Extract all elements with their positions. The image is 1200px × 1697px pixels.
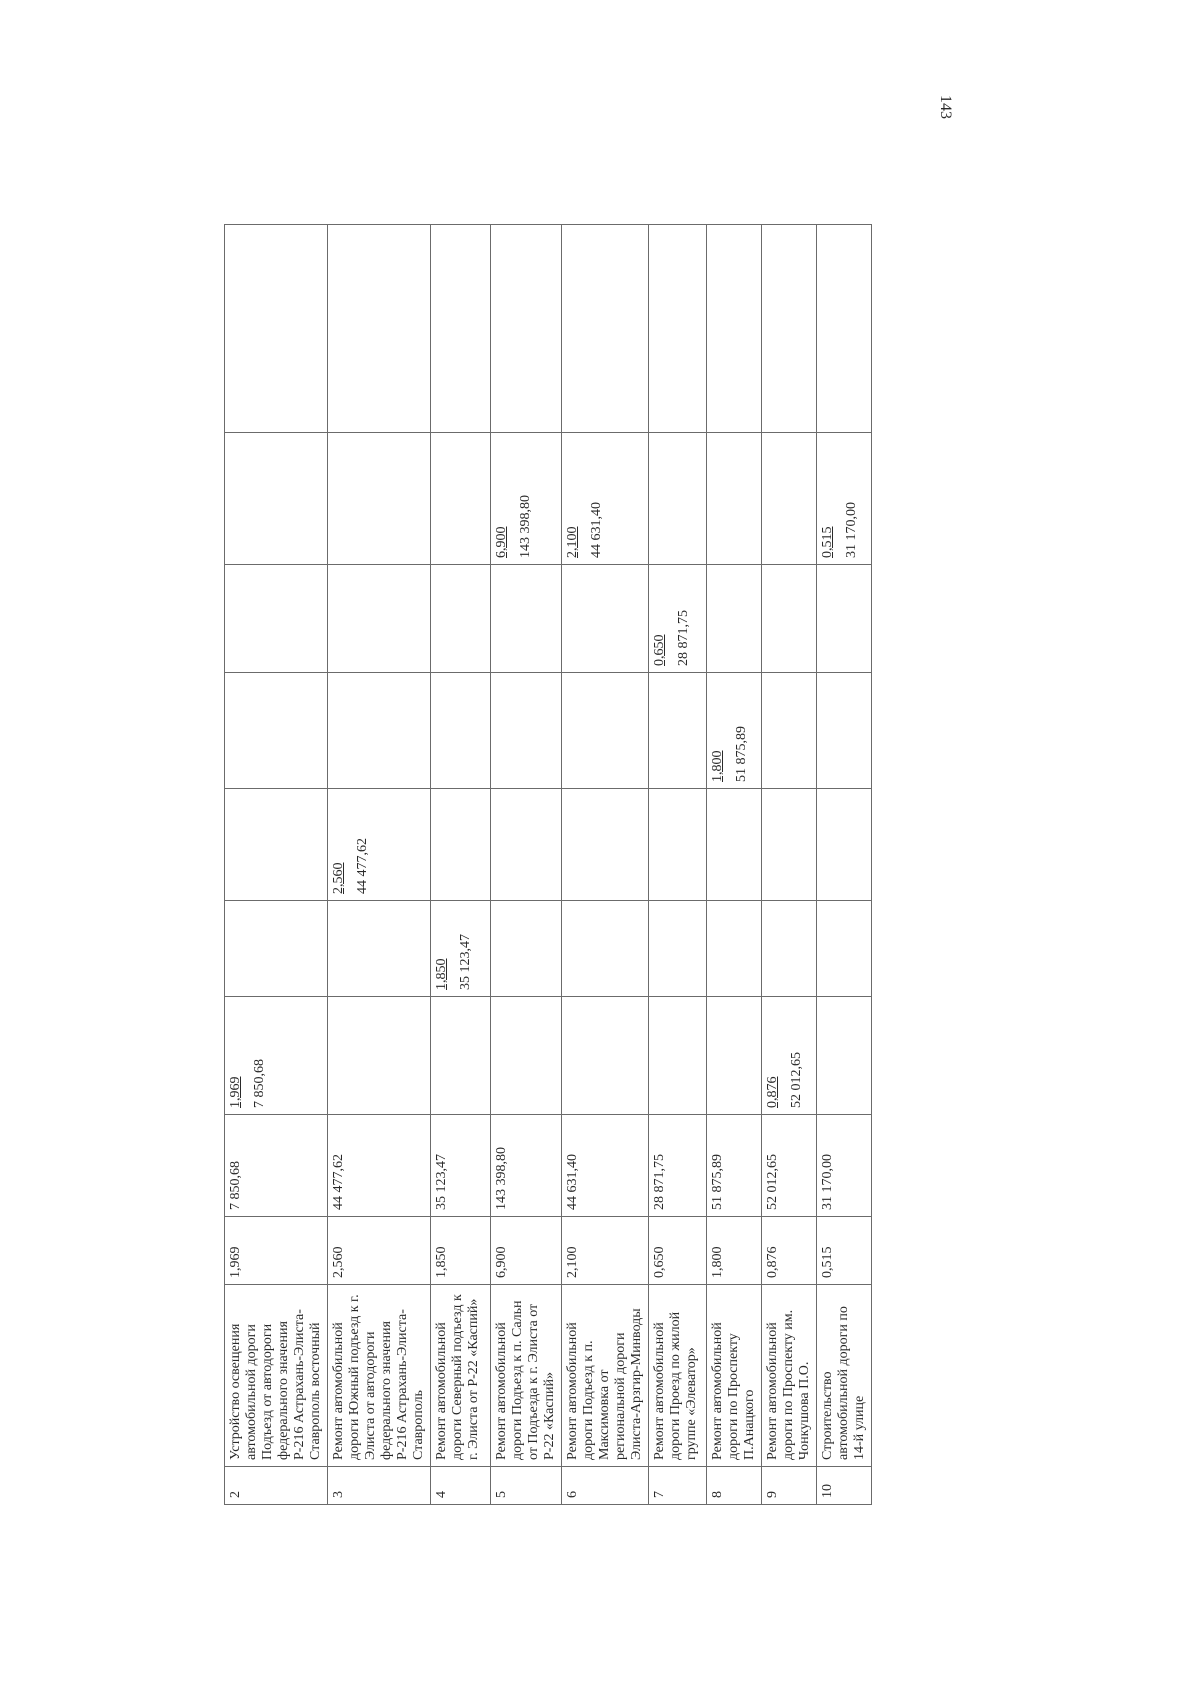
page-number: 143 [937, 95, 954, 119]
year-cell [328, 433, 431, 565]
row-number: 9 [762, 1467, 817, 1505]
total-cost: 7 850,68 [225, 1115, 328, 1217]
total-cost: 44 477,62 [328, 1115, 431, 1217]
table-row [649, 225, 707, 1505]
year-cell [491, 789, 562, 901]
work-name: Ремонт автомобильной дороги по Проспекту П.Анацкого [707, 1285, 762, 1467]
year-cell [562, 433, 649, 565]
year-cell [762, 433, 817, 565]
work-name: Ремонт автомобильной дороги по Проспекту им. Чонкушова П.О. [762, 1285, 817, 1467]
year-length: 1,850 [434, 958, 449, 990]
table-row [328, 225, 431, 1505]
total-cost: 143 398,80 [491, 1115, 562, 1217]
year-cell [328, 789, 431, 901]
year-cell [491, 901, 562, 997]
year-length: 0,876 [765, 1076, 780, 1108]
year-cell [649, 673, 707, 789]
year-cell [707, 997, 762, 1115]
year-length: 1,969 [228, 1076, 243, 1108]
year-cell [817, 789, 872, 901]
total-cost: 35 123,47 [431, 1115, 491, 1217]
year-cell [817, 901, 872, 997]
row-number: 3 [328, 1467, 431, 1505]
year-length: 6,900 [494, 526, 509, 558]
year-cell-last [707, 225, 762, 433]
total-cost: 52 012,65 [762, 1115, 817, 1217]
work-name: Ремонт автомобильной дороги Проезд по жилой группе «Элеватор» [649, 1285, 707, 1467]
work-name: Ремонт автомобильной дороги Южный подъезд к г. Элиста от автодороги федерального значения Р-216 Астрахань-Элиста-Ставрополь [328, 1285, 431, 1467]
year-cell [707, 565, 762, 673]
year-cell [562, 901, 649, 997]
year-cell-last [431, 225, 491, 433]
table-row [817, 225, 872, 1505]
year-length: 0,515 [820, 526, 835, 558]
year-cell [707, 673, 762, 789]
year-cell-last [328, 225, 431, 433]
year-cell [562, 565, 649, 673]
year-cell [491, 565, 562, 673]
table-row [431, 225, 491, 1505]
year-cell [431, 565, 491, 673]
year-cost: 7 850,68 [252, 1059, 267, 1108]
year-cell [328, 997, 431, 1115]
year-cell [491, 997, 562, 1115]
row-number: 2 [225, 1467, 328, 1505]
work-name: Устройство освещения автомобильной дороги Подъезд от автодороги федерального значения Р-216 Астрахань-Элиста-Ставрополь восточный [225, 1285, 328, 1467]
length-km: 6,900 [491, 1217, 562, 1285]
table-row [225, 225, 328, 1505]
year-cell-last [762, 225, 817, 433]
table-row [707, 225, 762, 1505]
year-cell [707, 789, 762, 901]
year-cost: 28 871,75 [676, 610, 691, 666]
year-cell [762, 997, 817, 1115]
year-cell [562, 789, 649, 901]
year-cell [431, 789, 491, 901]
year-cell [225, 901, 328, 997]
year-cell [817, 673, 872, 789]
year-cell [649, 789, 707, 901]
work-name: Ремонт автомобильной дороги Подъезд к п. Сальн от Подъезда к г. Элиста от Р-22 «Каспий» [491, 1285, 562, 1467]
year-length: 2,100 [565, 526, 580, 558]
year-cell [491, 673, 562, 789]
year-cost: 31 170,00 [844, 502, 859, 558]
work-name: Ремонт автомобильной дороги Северный подъезд к г. Элиста от Р-22 «Каспий» [431, 1285, 491, 1467]
year-cell [649, 901, 707, 997]
year-cell [817, 997, 872, 1115]
year-cell [491, 433, 562, 565]
year-cell [817, 433, 872, 565]
year-cell-last [225, 225, 328, 433]
year-cost: 51 875,89 [734, 726, 749, 782]
total-cost: 51 875,89 [707, 1115, 762, 1217]
year-length: 2,560 [331, 862, 346, 894]
length-km: 1,800 [707, 1217, 762, 1285]
year-cell [562, 997, 649, 1115]
year-cost: 35 123,47 [458, 934, 473, 990]
year-cell [817, 565, 872, 673]
year-cell [328, 565, 431, 673]
length-km: 1,969 [225, 1217, 328, 1285]
year-cell [707, 433, 762, 565]
year-length: 1,800 [710, 750, 725, 782]
length-km: 2,560 [328, 1217, 431, 1285]
total-cost: 44 631,40 [562, 1115, 649, 1217]
length-km: 2,100 [562, 1217, 649, 1285]
year-cell [431, 673, 491, 789]
year-cell-last [491, 225, 562, 433]
length-km: 0,876 [762, 1217, 817, 1285]
work-name: Ремонт автомобильной дороги Подъезд к п. Максимовка от региональной дороги Элиста-Арзгир-Минводы [562, 1285, 649, 1467]
year-cost: 143 398,80 [518, 495, 533, 558]
total-cost: 31 170,00 [817, 1115, 872, 1217]
year-cell [762, 565, 817, 673]
year-cell [762, 789, 817, 901]
row-number: 8 [707, 1467, 762, 1505]
total-cost: 28 871,75 [649, 1115, 707, 1217]
year-cost: 52 012,65 [789, 1052, 804, 1108]
year-cell-last [649, 225, 707, 433]
year-cell [225, 789, 328, 901]
year-cell [431, 433, 491, 565]
length-km: 1,850 [431, 1217, 491, 1285]
year-cell-last [562, 225, 649, 433]
length-km: 0,650 [649, 1217, 707, 1285]
road-works-table [224, 224, 872, 1505]
row-number: 5 [491, 1467, 562, 1505]
year-cell [649, 565, 707, 673]
year-cell [328, 673, 431, 789]
row-number: 4 [431, 1467, 491, 1505]
table-row [491, 225, 562, 1505]
year-cost: 44 477,62 [355, 838, 370, 894]
year-cell [562, 673, 649, 789]
year-cell [762, 901, 817, 997]
year-cell [225, 565, 328, 673]
year-cell [707, 901, 762, 997]
year-cell [225, 673, 328, 789]
year-length: 0,650 [652, 634, 667, 666]
row-number: 10 [817, 1467, 872, 1505]
year-cell [225, 997, 328, 1115]
row-number: 7 [649, 1467, 707, 1505]
table-row [762, 225, 817, 1505]
table-row [562, 225, 649, 1505]
rotated-table-wrapper [224, 225, 867, 1505]
work-name: Строительство автомобильной дороги по 14-й улице [817, 1285, 872, 1467]
year-cell-last [817, 225, 872, 433]
year-cell [225, 433, 328, 565]
year-cell [649, 997, 707, 1115]
year-cell [431, 901, 491, 997]
length-km: 0,515 [817, 1217, 872, 1285]
year-cell [431, 997, 491, 1115]
year-cell [328, 901, 431, 997]
row-number: 6 [562, 1467, 649, 1505]
year-cell [762, 673, 817, 789]
year-cost: 44 631,40 [589, 502, 604, 558]
year-cell [649, 433, 707, 565]
